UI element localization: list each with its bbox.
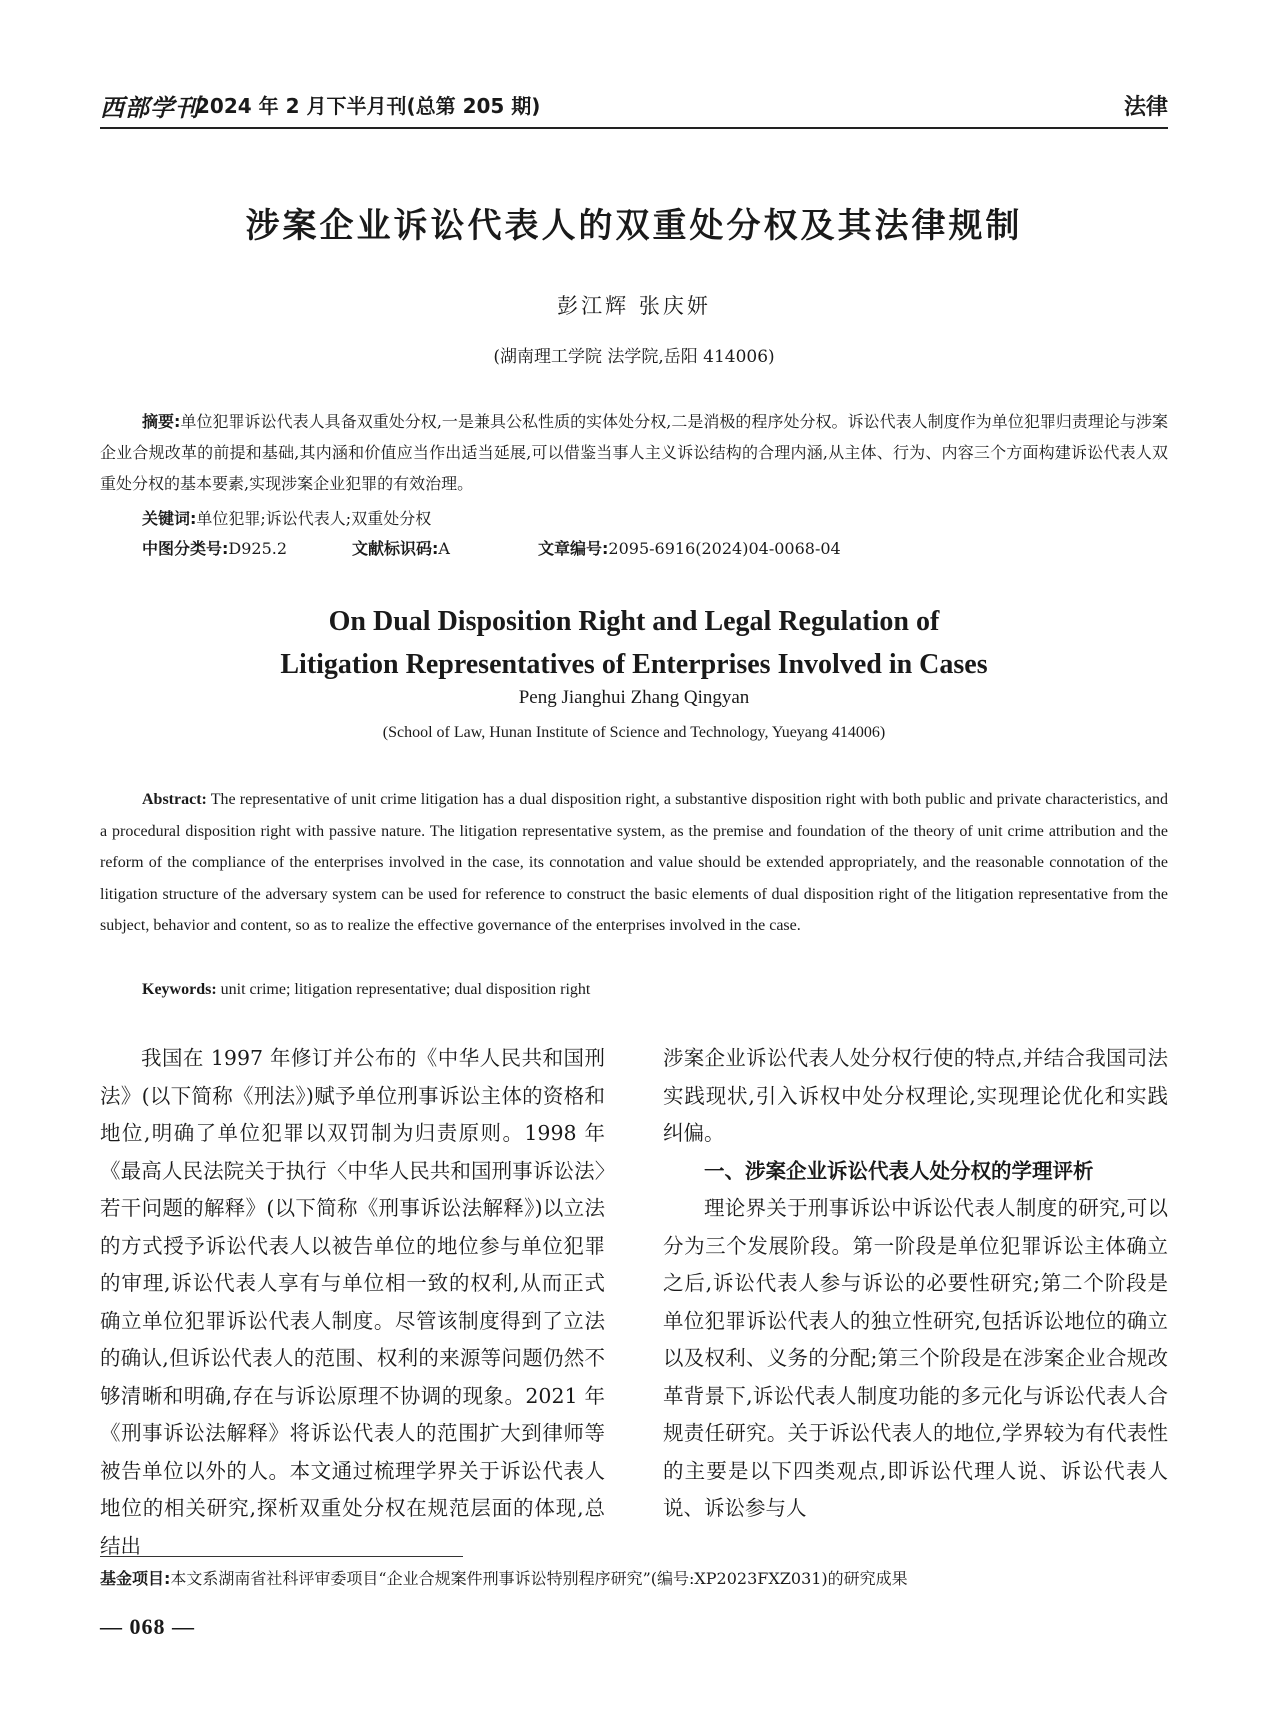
section-paragraph: 理论界关于刑事诉讼中诉讼代表人制度的研究,可以分为三个发展阶段。第一阶段是单位犯罪诉讼主体确立之后,诉讼代表人参与诉讼的必要性研究;第二个阶段是单位犯罪诉讼代表人的独立性研究,包括诉讼地位的确立以及权利、义务的分配;第三个阶段是在涉案企业合规改革背景下,诉讼代表人制度功能的多元化与诉讼代表人合规责任研究。关于诉讼代表人的地位,学界较为有代表性的主要是以下四类观点,即诉讼代理人说、诉讼代表人说、诉讼参与人: [663, 1196, 1168, 1520]
body-left-column: [100, 1040, 605, 1565]
title-english-line-1: On Dual Disposition Right and Legal Regulation of: [328, 606, 940, 637]
abstract-english: [100, 784, 1168, 942]
page-number: — 068 —: [100, 1614, 195, 1639]
clc-label: 中图分类号:: [142, 539, 229, 558]
abstract-chinese: [100, 406, 1168, 499]
intro-paragraph: 我国在 1997 年修订并公布的《中华人民共和国刑法》(以下简称《刑法》)赋予单位刑事诉讼主体的资格和地位,明确了单位犯罪以双罚制为归责原则。1998 年《最高人民法院关于执行〈中华人民共和国刑事诉讼法〉若干问题的解释》(以下简称《刑事诉讼法解释》)以立法的方式授予诉讼代表人以被告单位的地位参与单位犯罪的审理,诉讼代表人享有与单位相一致的权利,从而正式确立单位犯罪诉讼代表人制度。尽管该制度得到了立法的确认,但诉讼代表人的范围、权利的来源等问题仍然不够清晰和明确,存在与诉讼原理不协调的现象。2021 年《刑事诉讼法解释》将诉讼代表人的范围扩大到律师等被告单位以外的人。本文通过梳理学界关于诉讼代表人地位的相关研究,探析双重处分权在规范层面的体现,总结出: [100, 1046, 605, 1558]
section-label: 法律: [1123, 95, 1168, 120]
abstract-english-text: The representative of unit crime litigation has a dual disposition right, a substantive disposition right with both public and private characteristics, and a procedural disposition right with passive nature. The litigation representative system, as the premise and foundation of the theory of unit crime attribution and the reform of the compliance of the enterprises involved in the case, its connotation and value should be extended appropriately, and the reasonable connotation of the litigation structure of the adversary system can be used for reference to construct the basic elements of dual disposition right of the litigation representative from the subject, behavior and content, so as to realize the effective governance of the enterprises involved in the case.: [100, 791, 1169, 934]
article-label: 文章编号:: [538, 539, 609, 558]
authors-english: Peng Jianghui Zhang Qingyan: [518, 687, 750, 708]
title-english-line-2: Litigation Representatives of Enterprises Involved in Cases: [280, 649, 988, 680]
affiliation-chinese: (湖南理工学院 法学院,岳阳 414006): [493, 347, 775, 367]
document-code: [352, 534, 450, 564]
header-rule: [100, 127, 1168, 129]
intro-continuation: 涉案企业诉讼代表人处分权行使的特点,并结合我国司法实践现状,引入诉权中处分权理论,实现理论优化和实践纠偏。: [663, 1046, 1168, 1145]
doc-value: A: [438, 539, 450, 558]
abstract-english-label: Abstract:: [142, 791, 207, 808]
running-header: [100, 88, 1168, 124]
footnote-rule: [100, 1556, 463, 1557]
keywords-english: [142, 975, 590, 1005]
body-right-column: [663, 1040, 1168, 1528]
clc-code: [142, 534, 287, 564]
section-heading: 一、涉案企业诉讼代表人处分权的学理评析: [704, 1158, 1094, 1183]
doc-label: 文献标识码:: [352, 539, 439, 558]
abstract-chinese-label: 摘要:: [142, 412, 181, 431]
title-chinese: 涉案企业诉讼代表人的双重处分权及其法律规制: [245, 206, 1023, 246]
keywords-chinese: [142, 504, 431, 534]
abstract-chinese-text: 单位犯罪诉讼代表人具备双重处分权,一是兼具公私性质的实体处分权,二是消极的程序处分权。诉讼代表人制度作为单位犯罪归责理论与涉案企业合规改革的前提和基础,其内涵和价值应当作出适当延展,可以借鉴当事人主义诉讼结构的合理内涵,从主体、行为、内容三个方面构建诉讼代表人双重处分权的基本要素,实现涉案企业犯罪的有效治理。: [100, 412, 1168, 493]
journal-name: 西部学刊: [100, 93, 200, 122]
keywords-chinese-label: 关键词:: [142, 509, 197, 528]
funding-label: 基金项目:: [100, 1569, 171, 1588]
title-english: [0, 600, 1268, 686]
keywords-english-text: unit crime; litigation representative; dual disposition right: [220, 981, 591, 998]
funding-text: 本文系湖南省社科评审委项目“企业合规案件刑事诉讼特别程序研究”(编号:XP2023FXZ031)的研究成果: [170, 1569, 908, 1588]
article-number: [538, 534, 841, 564]
issue-info: 2024 年 2 月下半月刊(总第 205 期): [196, 94, 541, 118]
article-value: 2095-6916(2024)04-0068-04: [608, 539, 841, 558]
classification-line: [142, 534, 1168, 564]
affiliation-english: (School of Law, Hunan Institute of Science and Technology, Yueyang 414006): [382, 724, 886, 741]
keywords-chinese-text: 单位犯罪;诉讼代表人;双重处分权: [196, 509, 432, 528]
funding-note: [100, 1566, 1168, 1592]
authors-chinese: 彭江辉 张庆妍: [557, 294, 711, 318]
keywords-english-label: Keywords:: [142, 981, 217, 998]
clc-value: D925.2: [228, 539, 288, 558]
